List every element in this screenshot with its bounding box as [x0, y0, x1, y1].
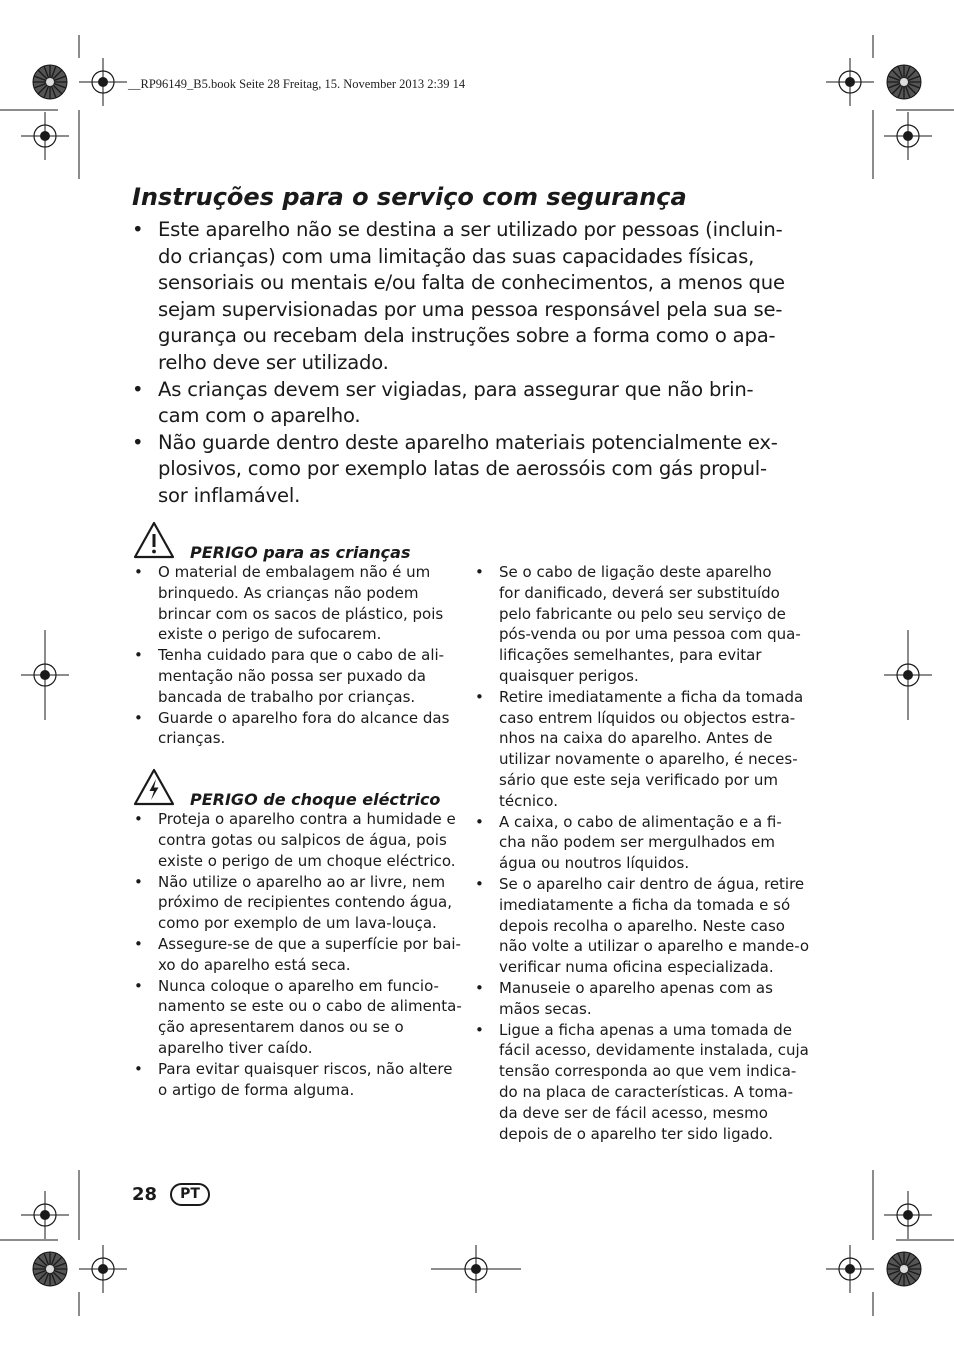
list-item: • Este aparelho não se destina a ser utilizado por pessoas (incluin- do crianças) com uma limitação das suas capacidades físicas, sensoriais ou mentais e/ou falta de conhecimentos, a menos que sejam supervisionadas por uma pessoa responsável pela sua se- gurança ou recebam dela instruções sobre a forma como o apa- relho deve ser utilizado. [132, 217, 802, 377]
safety-list [132, 217, 802, 510]
list-item: • As crianças devem ser vigiadas, para assegurar que não brin- cam com o aparelho. [132, 377, 802, 430]
right-column-list [473, 562, 810, 1144]
electric-shock-warning-icon [132, 767, 176, 807]
shock-warning-header [132, 767, 462, 809]
warning-triangle-icon [132, 520, 176, 560]
shock-warning-title: PERIGO de choque eléctrico [190, 790, 441, 810]
list-item: • Ligue a ficha apenas a uma tomada de fácil acesso, devidamente instalada, cuja tensão corresponda ao que vem indica- do na placa de características. A toma- da deve ser de fácil acesso, mesmo depois de o aparelho ter sido ligado. [473, 1020, 803, 1145]
children-warning-list [132, 562, 462, 749]
list-item: • Guarde o aparelho fora do alcance das crianças. [132, 708, 462, 750]
left-column [132, 520, 462, 1100]
print-info: __RP96149_B5.book Seite 28 Freitag, 15. November 2013 2:39 14 [128, 77, 466, 91]
children-warning-header [132, 520, 462, 562]
list-item: • Não utilize o aparelho ao ar livre, nem próximo de recipientes contendo água, como por exemplo de um lava-louça. [132, 872, 462, 934]
list-item: • Proteja o aparelho contra a humidade e contra gotas ou salpicos de água, pois existe o perigo de um choque eléctrico. [132, 809, 462, 871]
list-item: • O material de embalagem não é um brinquedo. As crianças não podem brincar com os sacos de plástico, pois existe o perigo de sufocarem. [132, 562, 462, 645]
right-column [473, 562, 810, 1144]
list-item: • Tenha cuidado para que o cabo de ali- mentação não possa ser puxado da bancada de trabalho por crianças. [132, 645, 462, 707]
children-warning-title: PERIGO para as crianças [190, 543, 411, 562]
list-item: • Se o aparelho cair dentro de água, retire imediatamente a ficha da tomada e só depois recolha o aparelho. Neste caso não volte a utilizar o aparelho e mande-o verificar numa oficina especializada. [473, 874, 803, 978]
shock-warning-list [132, 809, 462, 1100]
list-item: • Nunca coloque o aparelho em funcio- namento se este ou o cabo de alimenta- ção apresentarem danos ou se o aparelho tiver caído. [132, 976, 462, 1059]
list-item: • Não guarde dentro deste aparelho materiais potencialmente ex- plosivos, como por exemplo latas de aerossóis com gás propul- sor inflamável. [132, 430, 802, 510]
page-number: 28 [132, 1184, 158, 1205]
list-item: • Se o cabo de ligação deste aparelho for danificado, deverá ser substituído pelo fabricante ou pelo seu serviço de pós-venda ou por uma pessoa com qua- lificações semelhantes, para evitar quaisquer perigos. [473, 562, 803, 687]
list-item: • A caixa, o cabo de alimentação e a fi- cha não podem ser mergulhados em água ou noutros líquidos. [473, 812, 803, 874]
list-item: • Assegure-se de que a superfície por bai- xo do aparelho está seca. [132, 934, 462, 976]
list-item: • Manuseie o aparelho apenas com as mãos secas. [473, 978, 803, 1020]
list-item: • Para evitar quaisquer riscos, não altere o artigo de forma alguma. [132, 1059, 462, 1101]
list-item: • Retire imediatamente a ficha da tomada caso entrem líquidos ou objectos estra- nhos na caixa do aparelho. Antes de utilizar novamente o aparelho, é neces- sário que este seja verificado por um técnico. [473, 687, 803, 812]
section-title: Instruções para o serviço com segurança [132, 183, 687, 211]
language-badge: PT [170, 1183, 210, 1206]
